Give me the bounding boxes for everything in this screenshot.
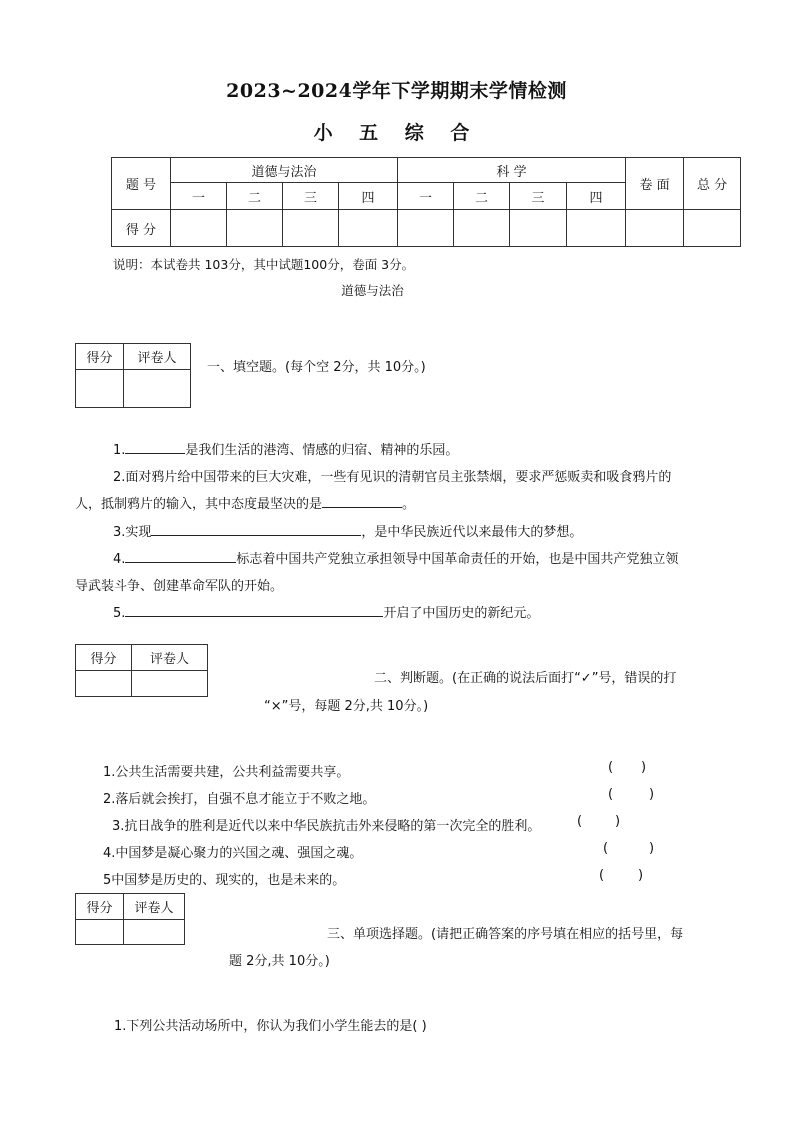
score-cell[interactable] <box>454 210 510 247</box>
grader-box-part3 <box>75 893 185 945</box>
grader-name-label: 评卷人 <box>132 645 208 671</box>
exam-note: 说明：本试卷共 103分，其中试题100分，卷面 3分。 <box>113 257 415 272</box>
fill-q4-blank[interactable] <box>125 548 236 563</box>
score-table-subcol: 三 <box>283 183 339 210</box>
part3-heading-line1: 三、单项选择题。(请把正确答案的序号填在相应的括号里，每 <box>327 927 684 942</box>
judge-paren-open: ( <box>608 760 614 775</box>
judge-paren-open: ( <box>599 868 605 883</box>
fill-q1-text: 是我们生活的港湾、情感的归宿、精神的乐园。 <box>185 443 459 458</box>
score-cell[interactable] <box>227 210 283 247</box>
fill-question-5 <box>113 602 539 621</box>
fill-q3-text: ，是中华民族近代以来最伟大的梦想。 <box>361 525 583 540</box>
fill-q1-blank[interactable] <box>125 439 185 454</box>
part2-heading-line2: “×”号，每题 2分,共 10分。) <box>264 699 429 714</box>
fill-q3-blank[interactable] <box>151 521 361 536</box>
judge-paren-close: ) <box>615 814 621 829</box>
score-table-group-morality: 道德与法治 <box>171 158 398 183</box>
choice-question-1: 1.下列公共活动场所中，你认为我们小学生能去的是( ) <box>114 1019 427 1034</box>
grader-name-cell[interactable] <box>124 370 191 408</box>
fill-q5-num: 5. <box>113 606 126 621</box>
judge-paren-open: ( <box>577 814 583 829</box>
score-table <box>111 157 741 247</box>
fill-question-1 <box>113 439 458 458</box>
score-table-subcol: 一 <box>398 183 454 210</box>
grader-name-cell[interactable] <box>132 671 208 697</box>
fill-question-2-line1: 2.面对鸦片给中国带来的巨大灾难，一些有见识的清朝官员主张禁烟，要求严惩贩卖和吸食鸦片的 <box>113 470 672 485</box>
grader-score-label: 得分 <box>76 894 124 920</box>
fill-q2-blank[interactable] <box>322 493 402 508</box>
score-table-group-science: 科 学 <box>398 158 626 183</box>
grader-score-cell[interactable] <box>76 920 124 945</box>
score-table-label-score: 得 分 <box>112 210 171 247</box>
judge-item-2: 2.落后就会挨打，自强不息才能立于不败之地。 <box>103 792 376 807</box>
score-table-subcol: 四 <box>567 183 626 210</box>
score-cell[interactable] <box>510 210 567 247</box>
score-cell[interactable] <box>626 210 684 247</box>
grader-score-label: 得分 <box>76 645 132 671</box>
grader-score-cell[interactable] <box>76 370 124 408</box>
score-table-subcol: 一 <box>171 183 227 210</box>
score-cell[interactable] <box>171 210 227 247</box>
judge-paren-close: ) <box>641 760 647 775</box>
fill-q2-end: 。 <box>402 497 416 512</box>
score-table-subcol: 四 <box>339 183 398 210</box>
fill-q5-text: 开启了中国历史的新纪元。 <box>383 606 540 621</box>
part3-heading-line2: 题 2分,共 10分。) <box>229 954 330 969</box>
judge-item-4: 4.中国梦是凝心聚力的兴国之魂、强国之魂。 <box>103 846 363 861</box>
judge-paren-close: ) <box>649 787 655 802</box>
section-title: 道德与法治 <box>341 283 404 298</box>
part2-heading-line1: 二、判断题。(在正确的说法后面打“✓”号，错误的打 <box>374 671 677 686</box>
judge-item-1: 1.公共生活需要共建，公共利益需要共享。 <box>103 765 350 780</box>
judge-paren-close: ) <box>638 868 644 883</box>
part1-heading: 一、填空题。(每个空 2分，共 10分。) <box>207 360 426 375</box>
judge-paren-open: ( <box>608 787 614 802</box>
judge-paren-close: ) <box>649 841 655 856</box>
grader-score-label: 得分 <box>76 344 124 370</box>
exam-title: 2023~2024学年下学期期末学情检测 <box>226 80 567 102</box>
fill-question-4 <box>113 548 678 567</box>
score-table-subcol: 二 <box>227 183 283 210</box>
judge-item-3: 3.抗日战争的胜利是近代以来中华民族抗击外来侵略的第一次完全的胜利。 <box>112 819 541 834</box>
score-table-subcol: 三 <box>510 183 567 210</box>
score-cell[interactable] <box>684 210 741 247</box>
score-cell[interactable] <box>567 210 626 247</box>
score-cell[interactable] <box>339 210 398 247</box>
score-table-subcol: 二 <box>454 183 510 210</box>
fill-q2-text: 人，抵制鸦片的输入，其中态度最坚决的是 <box>75 497 323 512</box>
fill-question-2-line2 <box>75 493 415 512</box>
score-table-col-total: 总 分 <box>684 158 741 210</box>
fill-q5-blank[interactable] <box>125 602 383 617</box>
score-cell[interactable] <box>283 210 339 247</box>
grader-name-cell[interactable] <box>124 920 185 945</box>
fill-q1-num: 1. <box>113 443 126 458</box>
score-cell[interactable] <box>398 210 454 247</box>
fill-question-3 <box>113 521 582 540</box>
grader-box-part2 <box>75 644 208 697</box>
fill-q3-prefix: 3.实现 <box>113 525 152 540</box>
grader-score-cell[interactable] <box>76 671 132 697</box>
grader-name-label: 评卷人 <box>124 344 191 370</box>
exam-subtitle: 小 五 综 合 <box>313 122 480 144</box>
fill-q4-num: 4. <box>113 552 126 567</box>
score-table-col-paper: 卷 面 <box>626 158 684 210</box>
grader-box-part1 <box>75 343 191 408</box>
grader-name-label: 评卷人 <box>124 894 185 920</box>
judge-paren-open: ( <box>603 841 609 856</box>
fill-question-4-line2: 导武装斗争、创建革命军队的开始。 <box>75 579 284 594</box>
score-table-label-question-no: 题 号 <box>112 158 171 210</box>
fill-q4-text: 标志着中国共产党独立承担领导中国革命责任的开始，也是中国共产党独立领 <box>236 552 679 567</box>
judge-item-5: 5中国梦是历史的、现实的，也是未来的。 <box>103 873 346 888</box>
